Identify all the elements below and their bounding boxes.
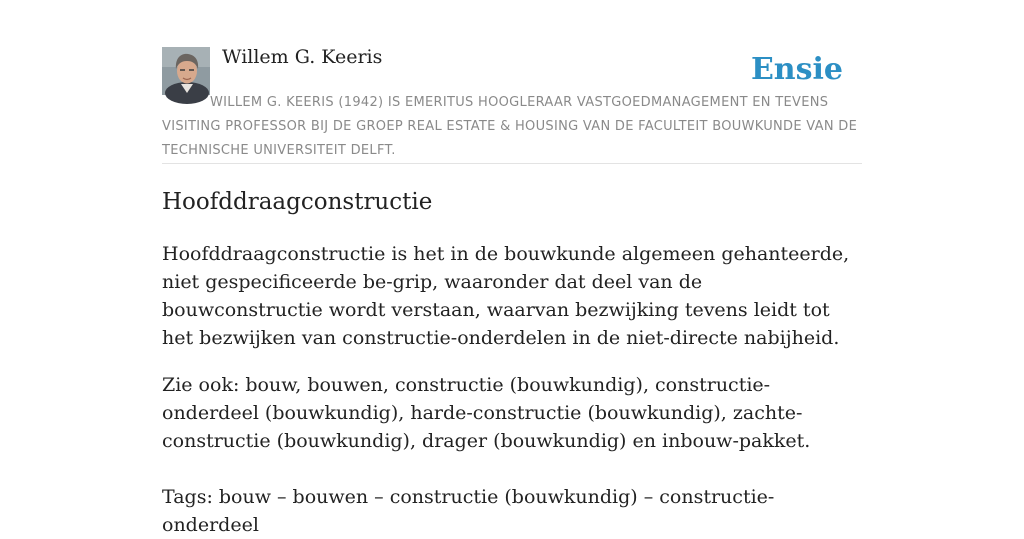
author-bio: WILLEM G. KEERIS (1942) IS EMERITUS HOOGLERAAR VASTGOEDMANAGEMENT EN TEVENS VISITING PROFESSOR BIJ DE GROEP REAL ESTATE & HOUSING VAN DE FACULTEIT BOUWKUNDE VAN DE TECHNISCHE UNIVERSITEIT DELFT. (162, 95, 858, 158)
tags-list: Tags: bouw – bouwen – constructie (bouwkundig) – constructie-onderdeel (162, 486, 775, 536)
ensie-logo[interactable]: Ensie (750, 52, 843, 87)
article (162, 186, 862, 539)
article-definition: Hoofddraagconstructie is het in de bouwkunde algemeen gehanteerde, niet gespecificeerde be-grip, waaronder dat deel van de bouwconstructie wordt verstaan, waarvan bezwijking tevens leidt tot het bezwijken van constructie-onderdelen in de niet-directe nabijheid. (162, 243, 850, 349)
see-also-text: Zie ook: bouw, bouwen, constructie (bouwkundig), constructie-onderdeel (bouwkundig), harde-constructie (bouwkundig), zachte-constructie (bouwkundig), drager (bouwkundig) en inbouw-pakket. (162, 374, 811, 452)
author-header (162, 44, 862, 164)
author-avatar[interactable] (162, 47, 210, 95)
author-photo-icon (162, 47, 210, 95)
article-title: Hoofddraagconstructie (162, 189, 433, 215)
author-name[interactable]: Willem G. Keeris (222, 46, 383, 68)
